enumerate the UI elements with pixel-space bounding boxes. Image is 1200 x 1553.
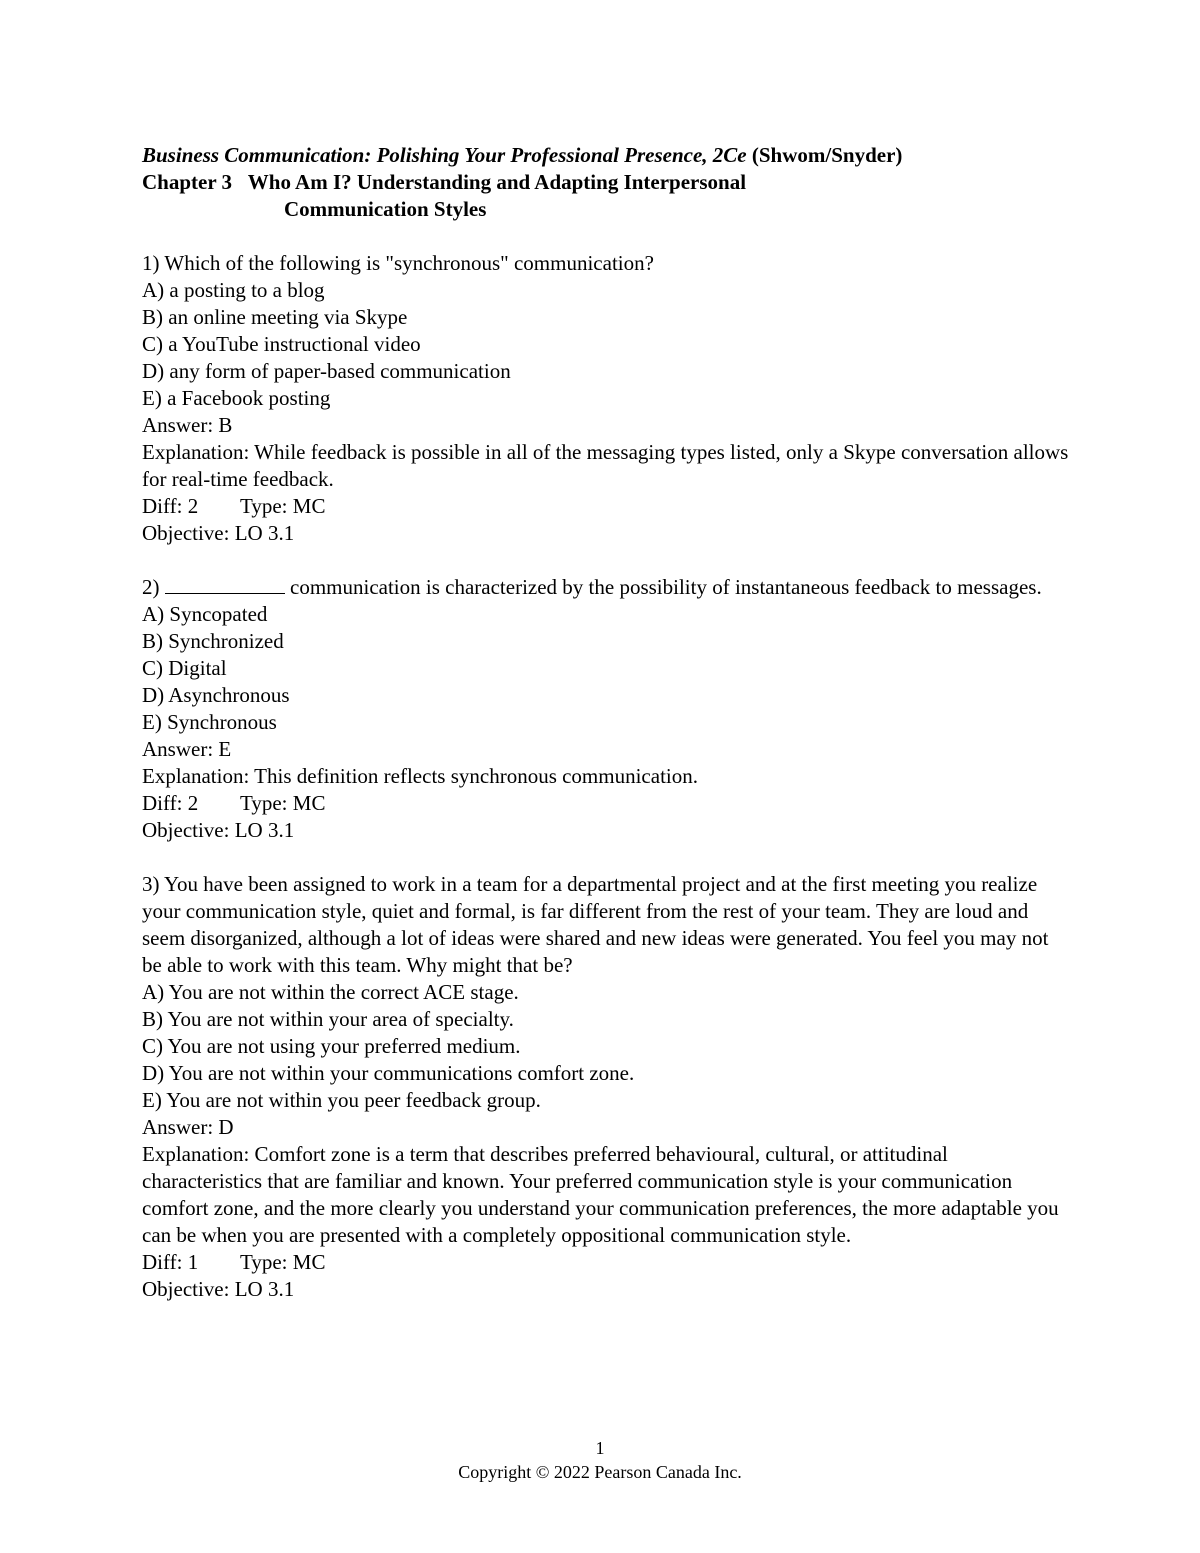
difficulty-type-row — [142, 790, 1072, 817]
answer-option: D) You are not within your communications comfort zone. — [142, 1061, 635, 1085]
spacer — [142, 844, 1072, 871]
question-type: Type: MC — [240, 791, 326, 815]
difficulty: Diff: 2 — [142, 791, 199, 815]
difficulty-type-row — [142, 493, 1072, 520]
answer-option: D) any form of paper-based communication — [142, 359, 511, 383]
answer-option: C) a YouTube instructional video — [142, 332, 421, 356]
objective: Objective: LO 3.1 — [142, 818, 295, 842]
difficulty: Diff: 2 — [142, 494, 199, 518]
objective: Objective: LO 3.1 — [142, 521, 295, 545]
answer-key: Answer: E — [142, 737, 232, 761]
book-title: Business Communication: Polishing Your Professional Presence, 2Ce — [142, 143, 747, 167]
answer-option: B) Synchronized — [142, 629, 284, 653]
answer-option: A) Syncopated — [142, 602, 268, 626]
chapter-title-line2: Communication Styles — [284, 197, 487, 221]
question-text: Which of the following is "synchronous" communication? — [164, 251, 654, 275]
answer-key: Answer: D — [142, 1115, 234, 1139]
answer-option: A) You are not within the correct ACE stage. — [142, 980, 519, 1004]
book-header — [142, 142, 1072, 169]
chapter-heading — [142, 169, 1072, 196]
answer-option: A) a posting to a blog — [142, 278, 325, 302]
question-block-2 — [142, 574, 1072, 844]
chapter-label: Chapter 3 — [142, 170, 233, 194]
question-block-1 — [142, 250, 1072, 547]
spacer — [142, 223, 1072, 250]
question-stem — [142, 871, 1072, 979]
copyright-notice: Copyright © 2022 Pearson Canada Inc. — [458, 1462, 742, 1482]
difficulty-type-row — [142, 1249, 1072, 1276]
fill-in-blank — [165, 575, 285, 594]
difficulty: Diff: 1 — [142, 1250, 199, 1274]
question-number: 2) — [142, 575, 160, 599]
question-number: 1) — [142, 251, 160, 275]
question-type: Type: MC — [240, 494, 326, 518]
question-stem — [142, 250, 1072, 277]
answer-option: E) You are not within you peer feedback group. — [142, 1088, 541, 1112]
question-stem — [142, 574, 1072, 601]
book-authors: (Shwom/Snyder) — [746, 143, 903, 167]
chapter-title-line1: Who Am I? Understanding and Adapting Interpersonal — [247, 170, 747, 194]
answer-option: E) a Facebook posting — [142, 386, 331, 410]
answer-option: B) an online meeting via Skype — [142, 305, 408, 329]
answer-option: B) You are not within your area of specialty. — [142, 1007, 514, 1031]
page-content — [142, 142, 1072, 1303]
chapter-title-continuation — [142, 196, 1072, 223]
answer-option: D) Asynchronous — [142, 683, 290, 707]
objective: Objective: LO 3.1 — [142, 1277, 295, 1301]
question-number: 3) — [142, 872, 160, 896]
question-block-3 — [142, 871, 1072, 1303]
question-text: You have been assigned to work in a team for a departmental project and at the first meeting you realize your communication style, quiet and formal, is far different from the rest of your team. They are loud and seem disorganized, although a lot of ideas were shared and new ideas were generated. You feel you may not be able to work with this team. Why might that be? — [142, 872, 1049, 977]
spacer — [142, 547, 1072, 574]
answer-key: Answer: B — [142, 413, 233, 437]
page-number: 1 — [595, 1438, 605, 1458]
answer-option: C) Digital — [142, 656, 227, 680]
question-type: Type: MC — [240, 1250, 326, 1274]
explanation: Explanation: This definition reflects synchronous communication. — [142, 764, 698, 788]
explanation: Explanation: While feedback is possible in all of the messaging types listed, only a Skype conversation allows for real-time feedback. — [142, 440, 1069, 491]
question-text: communication is characterized by the possibility of instantaneous feedback to messages. — [290, 575, 1042, 599]
explanation: Explanation: Comfort zone is a term that describes preferred behavioural, cultural, or attitudinal characteristics that are familiar and known. Your preferred communication style is your communication comfort zone, and the more clearly you understand your communication preferences, the more adaptable you can be when you are presented with a completely oppositional communication style. — [142, 1142, 1059, 1247]
answer-option: C) You are not using your preferred medium. — [142, 1034, 521, 1058]
answer-option: E) Synchronous — [142, 710, 277, 734]
